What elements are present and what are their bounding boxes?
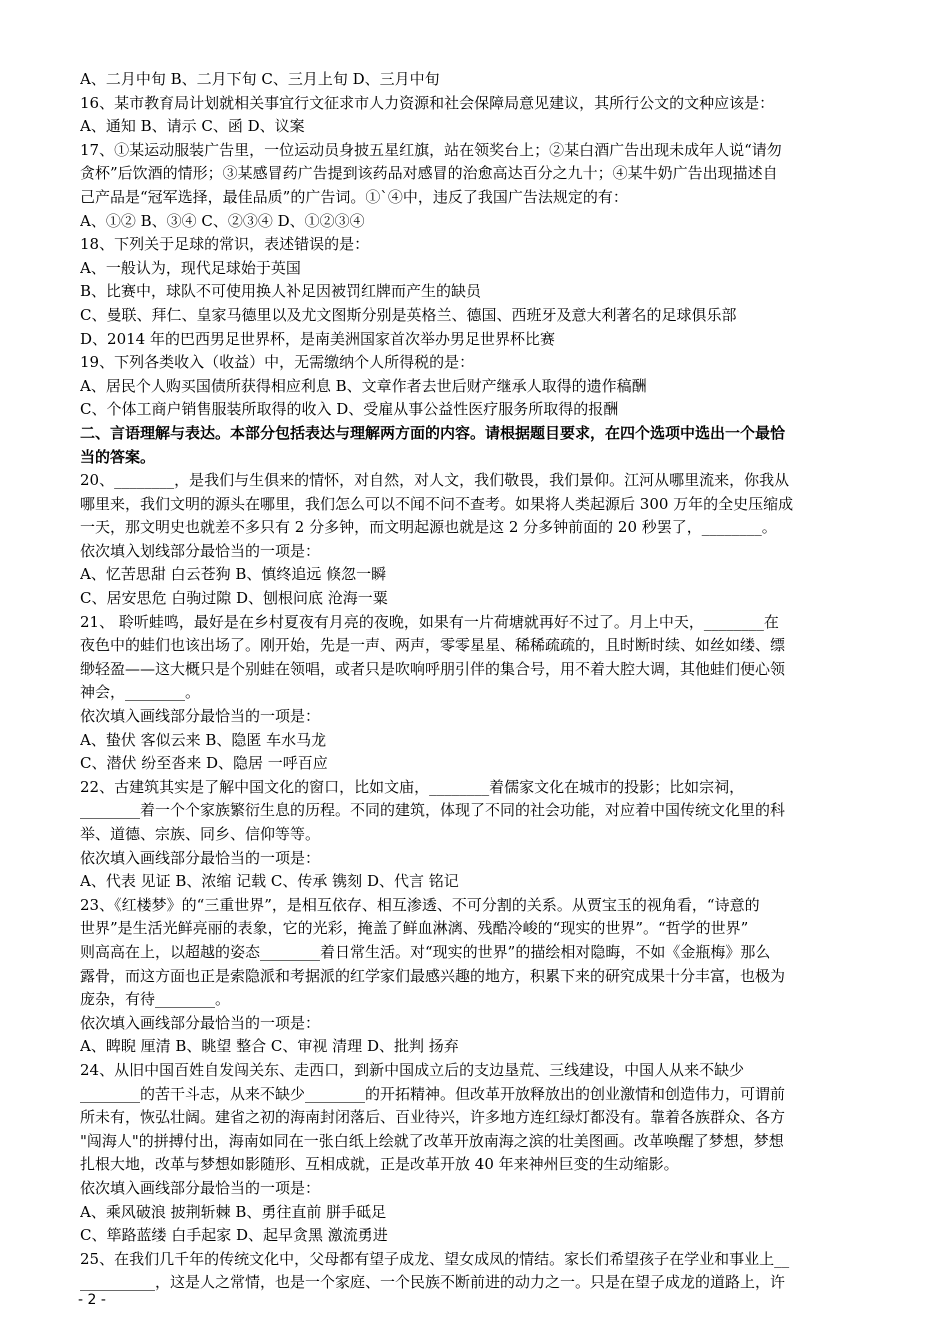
- text-line: ________的苦干斗志，从来不缺少________的开拓精神。但改革开放释放出的创业激情和创造伟力，可谓前: [80, 1084, 786, 1103]
- text-line: 所未有，恢弘壮阔。建省之初的海南封闭落后、百业待兴，许多地方连红绿灯都没有。靠着各族群众、各方: [80, 1108, 786, 1127]
- text-line: A、乘风破浪 披荆斩棘 B、勇往直前 胼手砥足: [80, 1202, 387, 1221]
- text-line: ________着一个个家族繁衍生息的历程。不同的建筑，体现了不同的社会功能，对应着中国传统文化里的科: [80, 801, 786, 820]
- text-line: 18、下列关于足球的常识，表述错误的是：: [80, 235, 370, 254]
- text-line: 25、在我们几千年的传统文化中，父母都有望子成龙、望女成凤的情结。家长们希望孩子在学业和事业上__: [80, 1249, 790, 1268]
- text-line: C、筚路蓝缕 白手起家 D、起早贪黑 激流勇进: [80, 1226, 388, 1245]
- text-line: A、忆苦思甜 白云苍狗 B、慎终追远 倏忽一瞬: [80, 565, 387, 584]
- text-line: 24、从旧中国百姓自发闯关东、走西口，到新中国成立后的支边垦荒、三线建设，中国人从来不缺少: [80, 1060, 745, 1079]
- text-line: C、潜伏 纷至沓来 D、隐居 一呼百应: [80, 754, 328, 773]
- text-line: C、居安思危 白驹过隙 D、刨根问底 沧海一粟: [80, 589, 388, 608]
- text-line: A、一般认为，现代足球始于英国: [80, 258, 301, 277]
- text-line: 夜色中的蛙们也该出场了。刚开始，先是一声、两声，零零星星、稀稀疏疏的，且时断时续、如丝如缕、缥: [80, 636, 786, 655]
- text-line: 露骨，而这方面也正是索隐派和考据派的红学家们最感兴趣的地方，积累下来的研究成果十分丰富，也极为: [80, 966, 786, 985]
- text-line: 22、古建筑其实是了解中国文化的窗口，比如文庙，________着儒家文化在城市的投影；比如宗祠，: [80, 777, 745, 796]
- text-line: 依次填入画线部分最恰当的一项是：: [80, 1178, 321, 1197]
- text-line: A、睥睨 厘清 B、眺望 整合 C、审视 清理 D、批判 扬弃: [80, 1037, 459, 1056]
- text-line: 神会，________。: [80, 683, 201, 702]
- text-line: B、比赛中，球队不可使用换人补足因被罚红牌而产生的缺员: [80, 282, 482, 301]
- text-line: "闯海人"的拼搏付出，海南如同在一张白纸上绘就了改革开放南海之滨的壮美图画。改革唤醒了梦想，梦想: [80, 1131, 784, 1150]
- text-line: 哪里来，我们文明的源头在哪里，我们怎么可以不闻不问不查考。如果将人类起源后 300 万年的全史压缩成: [80, 494, 794, 513]
- text-line: A、居民个人购买国债所获得相应利息 B、文章作者去世后财产继承人取得的遗作稿酬: [80, 376, 647, 395]
- text-line: __________，这是人之常情，也是一个家庭、一个民族不断前进的动力之一。只是在望子成龙的道路上，许: [80, 1273, 786, 1292]
- text-line: 当的答案。: [80, 447, 156, 466]
- text-line: 二、言语理解与表达。本部分包括表达与理解两方面的内容。请根据题目要求，在四个选项中选出一个最恰: [80, 423, 786, 442]
- text-line: 一天，那文明史也就差不多只有 2 分多钟，而文明起源也就是这 2 分多钟前面的 20 秒罢了，________。: [80, 518, 777, 537]
- text-line: 缈轻盈——这大概只是个别蛙在领唱，或者只是吹响呼朋引伴的集合号，用不着大腔大调，其他蛙们便心领: [80, 659, 786, 678]
- text-line: 世界”是生活光鲜亮丽的表象，它的光彩，掩盖了鲜血淋漓、残酷冷峻的“现实的世界”。“哲学的世界”: [80, 919, 749, 938]
- text-line: 扎根大地，改革与梦想如影随形、互相成就，正是改革开放 40 年来神州巨变的生动缩影。: [80, 1155, 679, 1174]
- text-line: 依次填入画线部分最恰当的一项是：: [80, 1013, 321, 1032]
- text-line: A、代表 见证 B、浓缩 记载 C、传承 镌刻 D、代言 铭记: [80, 872, 459, 891]
- text-line: A、①② B、③④ C、②③④ D、①②③④: [80, 211, 365, 230]
- text-line: 贪杯”后饮酒的情形；③某感冒药广告提到该药品对感冒的治愈高达百分之九十；④某牛奶广告出现描述自: [80, 164, 778, 183]
- text-line: 己产品是“冠军选择，最佳品质”的广告词。①`④中，违反了我国广告法规定的有：: [80, 187, 628, 206]
- text-line: 庞杂，有待________。: [80, 990, 231, 1009]
- text-line: 23、《红楼梦》的“三重世界”，是相互依存、相互渗透、不可分割的关系。从贾宝玉的视角看，“诗意的: [80, 895, 760, 914]
- text-line: D、2014 年的巴西男足世界杯，是南美洲国家首次举办男足世界杯比赛: [80, 329, 555, 348]
- page-number: - 2 -: [78, 1292, 106, 1308]
- text-line: C、个体工商户销售服装所取得的收入 D、受雇从事公益性医疗服务所取得的报酬: [80, 400, 619, 419]
- text-line: 则高高在上，以超越的姿态________着日常生活。对“现实的世界”的描绘相对隐晦，不如《金瓶梅》那么: [80, 942, 771, 961]
- text-line: 16、某市教育局计划就相关事宜行文征求市人力资源和社会保障局意见建议，其所行公文的文种应该是：: [80, 93, 775, 112]
- text-line: 17、①某运动服装广告里，一位运动员身披五星红旗，站在领奖台上；②某白酒广告出现未成年人说“请勿: [80, 140, 782, 159]
- text-line: A、蛰伏 客似云来 B、隐匿 车水马龙: [80, 730, 327, 749]
- text-line: 依次填入画线部分最恰当的一项是：: [80, 707, 321, 726]
- text-line: 举、道德、宗族、同乡、信仰等等。: [80, 825, 321, 843]
- text-line: A、通知 B、请示 C、函 D、议案: [80, 117, 305, 136]
- text-line: 20、________，是我们与生俱来的情怀，对自然，对人文，我们敬畏，我们景仰。江河从哪里流来，你我从: [80, 471, 790, 490]
- text-line: 19、下列各类收入（收益）中，无需缴纳个人所得税的是：: [80, 353, 475, 372]
- text-line: 依次填入划线部分最恰当的一项是：: [80, 541, 321, 560]
- text-line: C、曼联、拜仁、皇家马德里以及尤文图斯分别是英格兰、德国、西班牙及意大利著名的足球俱乐部: [80, 305, 737, 324]
- text-line: 依次填入画线部分最恰当的一项是：: [80, 848, 321, 867]
- document-body: [80, 68, 870, 1295]
- text-line: 21、 聆听蛙鸣，最好是在乡村夏夜有月亮的夜晚，如果有一片荷塘就再好不过了。月上中天，________在: [80, 612, 779, 631]
- text-line: A、二月中旬 B、二月下旬 C、三月上旬 D、三月中旬: [80, 70, 440, 88]
